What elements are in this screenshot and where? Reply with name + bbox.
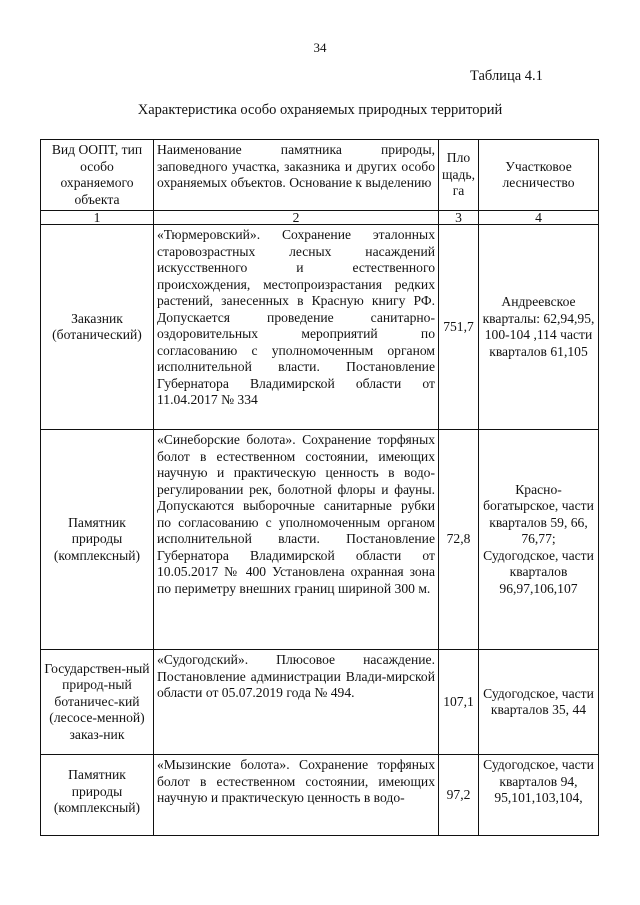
cell-area-type: Памятник природы (комплексный) bbox=[41, 430, 154, 650]
header-forestry: Участковое лесничество bbox=[479, 140, 599, 211]
cell-description: «Мызинские болота». Сохранение торфяных болот в естественном состоянии, имеющих научную и практическую ценность в водо- bbox=[154, 755, 439, 836]
column-numbers-row bbox=[41, 211, 599, 225]
cell-area-type: Государствен-ный природ-ный ботаничес-кий (лесосе-менной) заказ-ник bbox=[41, 650, 154, 755]
cell-area: 751,7 bbox=[439, 225, 479, 430]
page-number: 34 bbox=[313, 40, 327, 55]
header-name-basis: Наименование памятника природы, заповедного участка, заказника и других особо охраняемых объектов. Основание к выделению bbox=[154, 140, 439, 211]
protected-areas-table bbox=[40, 139, 599, 836]
cell-forestry: Андреевское кварталы: 62,94,95, 100-104 ,114 части кварталов 61,105 bbox=[479, 225, 599, 430]
cell-description: «Тюрмеровский». Сохранение эталонных старовозрастных лесных насаждений искусственного и естественного происхождения, местопроизрастания редких растений, занесенных в Красную книгу РФ. Допускается проведение санитарно-оздоровительных мероприятий по согласованию с уполномоченным органом исполнительной власти. Постановление Губернатора Владимирской области от 11.04.2017 № 334 bbox=[154, 225, 439, 430]
column-number: 4 bbox=[479, 211, 599, 225]
cell-area: 97,2 bbox=[439, 755, 479, 836]
table-label: Таблица 4.1 bbox=[470, 68, 543, 84]
table-header-row bbox=[41, 140, 599, 211]
cell-description: «Судогодский». Плюсовое насаждение. Постановление администрации Влади-мирской области от 05.07.2019 года № 494. bbox=[154, 650, 439, 755]
column-number: 1 bbox=[41, 211, 154, 225]
table-title: Характеристика особо охраняемых природных территорий bbox=[137, 102, 503, 118]
cell-area-type: Заказник (ботанический) bbox=[41, 225, 154, 430]
cell-forestry: Красно-богатырское, части кварталов 59, 66, 76,77; Судогодское, части кварталов 96,97,106,107 bbox=[479, 430, 599, 650]
cell-area: 107,1 bbox=[439, 650, 479, 755]
column-number: 2 bbox=[154, 211, 439, 225]
cell-forestry: Судогодское, части кварталов 94, 95,101,103,104, bbox=[479, 755, 599, 836]
cell-description: «Синеборские болота». Сохранение торфяных болот в естественном состоянии, имеющих научную и практическую ценность в водо-регулировании рек, болотной флоры и фауны. Допускаются выборочные санитарные рубки по согласованию с уполномоченным органом исполнительной власти. Постановление Губернатора Владимирской области от 10.05.2017 № 400 Установлена охранная зона по периметру внешних границ шириной 300 м. bbox=[154, 430, 439, 650]
table-row bbox=[41, 755, 599, 836]
header-area-type: Вид ООПТ, тип особо охраняемого объекта bbox=[41, 140, 154, 211]
table-row bbox=[41, 430, 599, 650]
cell-forestry: Судогодское, части кварталов 35, 44 bbox=[479, 650, 599, 755]
table-row bbox=[41, 225, 599, 430]
column-number: 3 bbox=[439, 211, 479, 225]
cell-area: 72,8 bbox=[439, 430, 479, 650]
table-row bbox=[41, 650, 599, 755]
header-area: Пло щадь, га bbox=[439, 140, 479, 211]
cell-area-type: Памятник природы (комплексный) bbox=[41, 755, 154, 836]
